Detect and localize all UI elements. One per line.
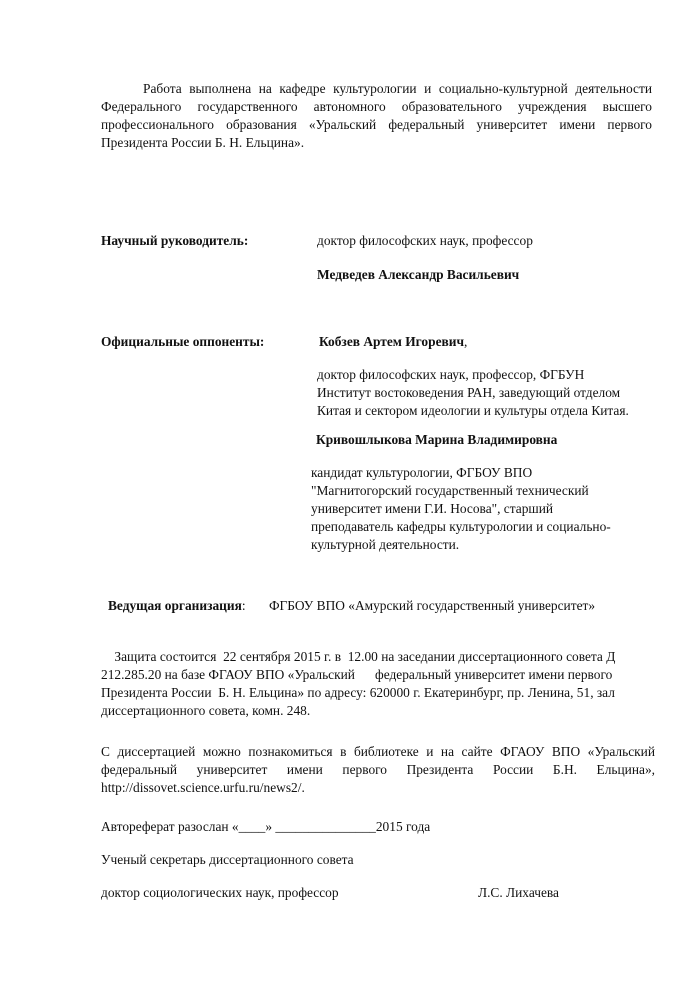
supervisor-label: Научный руководитель: <box>101 233 249 248</box>
intro-text: Работа выполнена на кафедре культурологии и социально-культурной деятельности Федерального государственного автономного образовательного учреждения высшего профессионального образования «Уральский федеральный университет имени первого Президента России Б. Н. Ельцина». <box>101 81 652 150</box>
opponent-2-line: культурной деятельности. <box>311 537 460 552</box>
sent-line: Автореферат разослан «____» _______________2015 года <box>101 819 431 834</box>
opponent-1-comma: , <box>464 334 468 349</box>
defense-paragraph <box>101 630 656 738</box>
lead-org-value: ФГБОУ ВПО «Амурский государственный университет» <box>268 598 596 613</box>
lead-org-colon: : <box>241 598 246 613</box>
supervisor-degree: доктор философских наук, профессор <box>317 233 533 248</box>
defense-text: Защита состоится 22 сентября 2015 г. в 12.00 на заседании диссертационного совета Д 212.285.20 на базе ФГАОУ ВПО «Уральский федеральный университет имени первого Президента России Б. Н. Ельцина» по адресу: 620000 г. Екатеринбург, пр. Ленина, 51, зал диссертационного совета, комн. 248. <box>101 649 619 718</box>
opponent-2-line: "Магнитогорский государственный технический <box>311 483 589 498</box>
lead-org-label: Ведущая организация <box>108 598 242 613</box>
opponent-1-line: Китая и сектором идеологии и культуры отдела Китая. <box>317 403 629 418</box>
secretary-degree: доктор социологических наук, профессор <box>101 885 339 900</box>
opponent-2-details <box>311 464 611 554</box>
opponent-1-details <box>317 366 629 420</box>
secretary-title: Ученый секретарь диссертационного совета <box>101 852 354 867</box>
opponent-2-line: университет имени Г.И. Носова", старший <box>311 501 554 516</box>
opponent-2-name: Кривошлыкова Марина Владимировна <box>316 432 558 447</box>
supervisor-name: Медведев Александр Васильевич <box>317 267 520 282</box>
opponent-1-line: Институт востоковедения РАН, заведующий отделом <box>317 385 621 400</box>
lead-org-line <box>108 597 595 615</box>
opponent-1-name: Кобзев Артем Игоревич <box>319 334 465 349</box>
opponent-2-line: преподаватель кафедры культурологии и социально- <box>311 519 611 534</box>
opponent-1-line: доктор философских наук, профессор, ФГБУН <box>317 367 585 382</box>
library-text: С диссертацией можно познакомиться в библиотеке и на сайте ФГАОУ ВПО «Уральский федеральный университет имени первого Президента России Б.Н. Ельцина», http://dissovet.science.urfu.ru/news2/. <box>101 744 655 795</box>
opponent-2-line: кандидат культурологии, ФГБОУ ВПО <box>311 465 533 480</box>
opponent-1-name-line <box>319 333 467 351</box>
secretary-name: Л.С. Лихачева <box>478 885 559 900</box>
intro-paragraph <box>101 80 652 152</box>
opponents-label: Официальные оппоненты: <box>101 334 265 349</box>
library-paragraph <box>101 743 655 797</box>
